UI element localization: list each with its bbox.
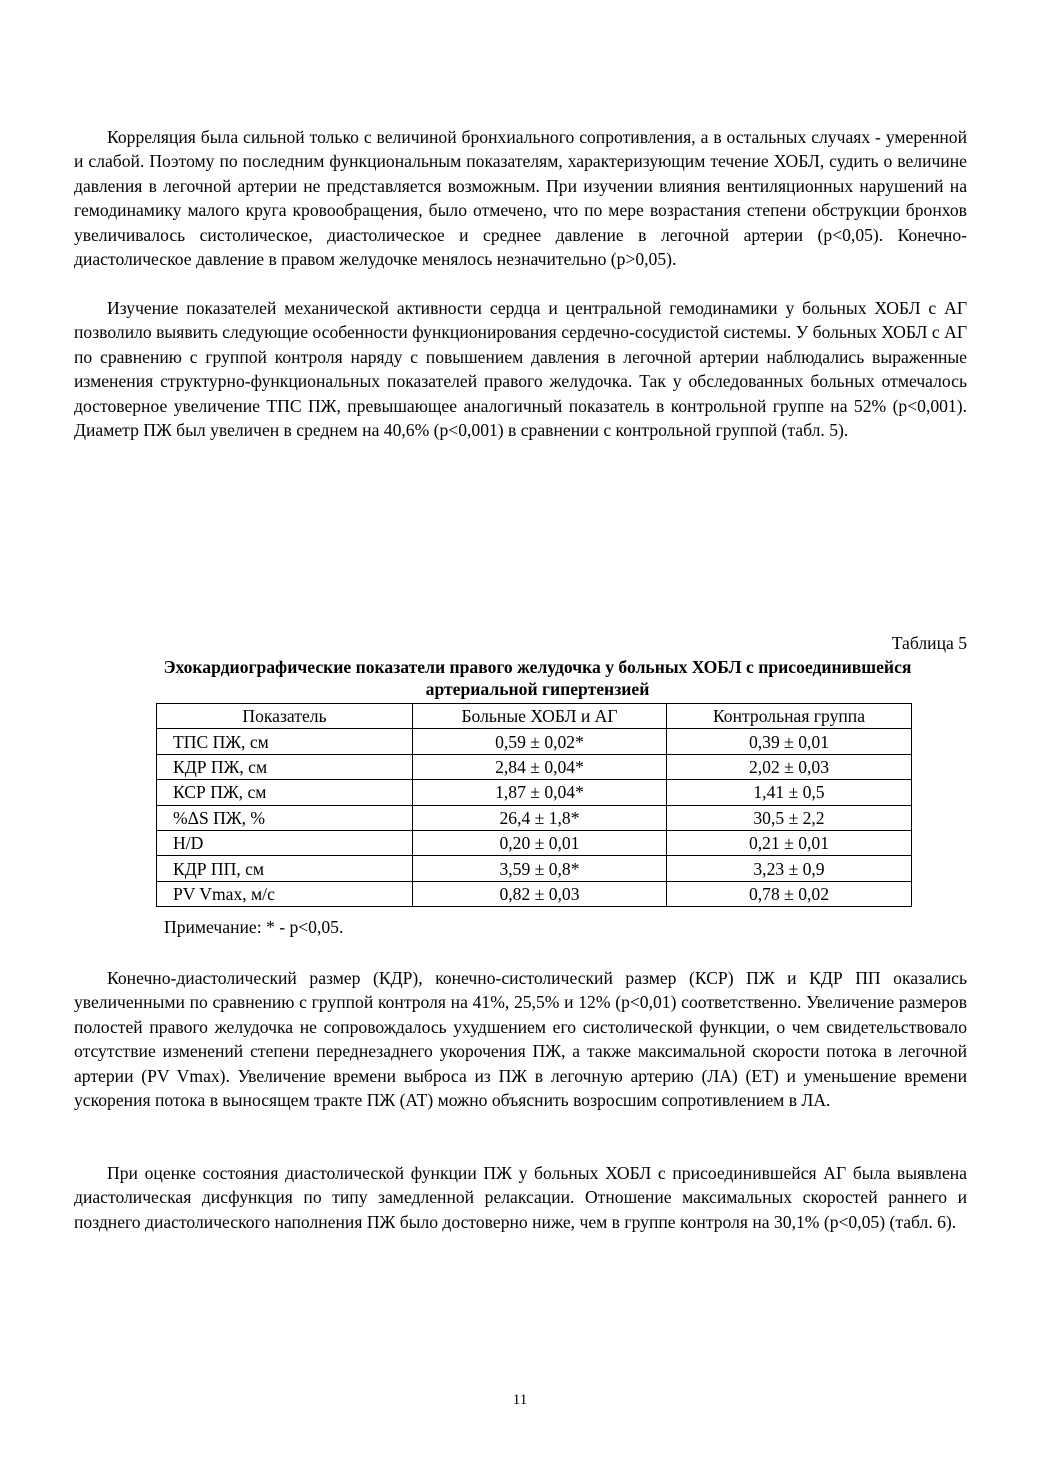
table-caption: Эхокардиографические показатели правого желудочка у больных ХОБЛ с присоединившейся артериальной гипертензией (163, 657, 912, 699)
paragraph-correlation: Корреляция была сильной только с величиной бронхиального сопротивления, а в остальных случаях - умеренной и слабой. Поэтому по последним функциональным показателям, характеризующим течение ХОБЛ, судить о величине давления в легочной артерии не представляется возможным. При изучении влияния вентиляционных нарушений на гемодинамику малого круга кровообращения, было отмечено, что по мере возрастания степени обструкции бронхов увеличивалось систолическое, диастолическое и среднее давление в легочной артерии (р<0,05). Конечно-диастолическое давление в правом желудочке менялось незначительно (р>0,05). (74, 127, 967, 270)
row-label: КДР ПЖ, см (157, 754, 413, 779)
page-number: 11 (512, 1392, 528, 1408)
row-label: ТПС ПЖ, см (157, 729, 413, 754)
paragraph-dimensions: Конечно-диастолический размер (КДР), конечно-систолический размер (КСР) ПЖ и КДР ПП оказались увеличенными по сравнению с группой контроля на 41%, 25,5% и 12% (р<0,01) соответственно. Увеличение размеров полостей правого желудочка не сопровождалось ухудшением его систолической функции, о чем свидетельствовало отсутствие изменений степени переднезаднего укорочения ПЖ, а также максимальной скорости потока в легочной артерии (PV Vmax). Увеличение времени выброса из ПЖ в легочную артерию (ЛА) (ЕТ) и уменьшение времени ускорения потока в выносящем тракте ПЖ (АТ) можно объяснить возросшим сопротивлением в ЛА. (74, 968, 967, 1111)
row-label: PV Vmax, м/с (157, 881, 413, 906)
row-label: КДР ПП, см (157, 856, 413, 881)
control-value: 30,5 ± 2,2 (667, 805, 912, 830)
table-header-row (157, 704, 912, 729)
header-control: Контрольная группа (667, 704, 912, 729)
table-row (157, 881, 912, 906)
patients-value: 0,59 ± 0,02* (413, 729, 667, 754)
header-patients: Больные ХОБЛ и АГ (413, 704, 667, 729)
paragraph-mechanical-activity: Изучение показателей механической активности сердца и центральной гемодинамики у больных ХОБЛ с АГ позволило выявить следующие особенности функционирования сердечно-сосудистой системы. У больных ХОБЛ с АГ по сравнению с группой контроля наряду с повышением давления в легочной артерии наблюдались выраженные изменения структурно-функциональных показателей правого желудочка. Так у обследованных больных отмечалось достоверное увеличение ТПС ПЖ, превышающее аналогичный показатель в контрольной группе на 52% (р<0,001). Диаметр ПЖ был увеличен в среднем на 40,6% (р<0,001) в сравнении с контрольной группой (табл. 5). (74, 298, 967, 441)
control-value: 0,78 ± 0,02 (667, 881, 912, 906)
control-value: 1,41 ± 0,5 (667, 780, 912, 805)
patients-value: 3,59 ± 0,8* (413, 856, 667, 881)
table-row (157, 856, 912, 881)
table-note: Примечание: * - р<0,05. (164, 917, 344, 937)
table-row (157, 754, 912, 779)
control-value: 3,23 ± 0,9 (667, 856, 912, 881)
patients-value: 0,82 ± 0,03 (413, 881, 667, 906)
paragraph-diastolic-function: При оценке состояния диастолической функции ПЖ у больных ХОБЛ с присоединившейся АГ была выявлена диастолическая дисфункция по типу замедленной релаксации. Отношение максимальных скоростей раннего и позднего диастолического наполнения ПЖ было достоверно ниже, чем в группе контроля на 30,1% (р<0,05) (табл. 6). (74, 1163, 967, 1232)
patients-value: 2,84 ± 0,04* (413, 754, 667, 779)
table-row (157, 780, 912, 805)
patients-value: 1,87 ± 0,04* (413, 780, 667, 805)
table-row (157, 805, 912, 830)
patients-value: 0,20 ± 0,01 (413, 830, 667, 855)
control-value: 0,39 ± 0,01 (667, 729, 912, 754)
row-label: КСР ПЖ, см (157, 780, 413, 805)
echo-table (156, 703, 912, 907)
table-label: Таблица 5 (891, 633, 967, 653)
table-row (157, 729, 912, 754)
table-row (157, 830, 912, 855)
row-label: H/D (157, 830, 413, 855)
control-value: 2,02 ± 0,03 (667, 754, 912, 779)
row-label: %ΔS ПЖ, % (157, 805, 413, 830)
control-value: 0,21 ± 0,01 (667, 830, 912, 855)
patients-value: 26,4 ± 1,8* (413, 805, 667, 830)
header-indicator: Показатель (157, 704, 413, 729)
